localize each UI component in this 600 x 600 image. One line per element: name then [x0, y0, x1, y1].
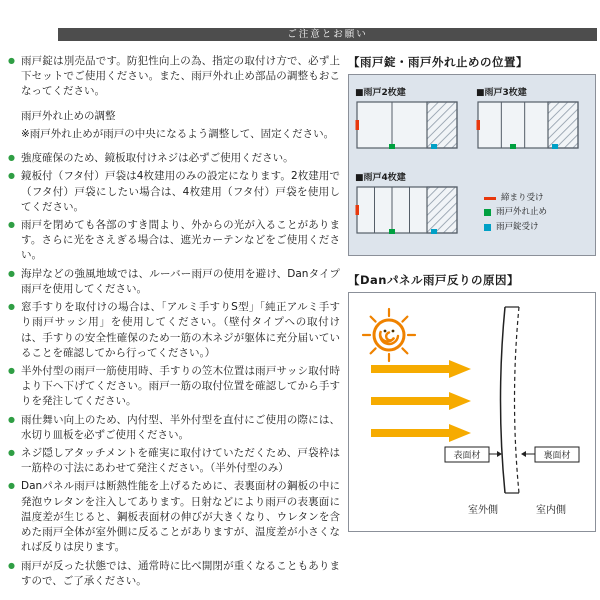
note-item [8, 267, 340, 297]
back-material-label: 裏面材 [543, 451, 571, 461]
legend-label: 締まり受け [501, 192, 544, 203]
note-item [8, 446, 340, 476]
lock-receiver-marker [431, 229, 437, 234]
stopper-marker [510, 144, 516, 149]
note-text: 雨戸を閉めても各部のすき間より、外からの光が入ることがあります。さらに光をさえぎる場合は、遮光カーテンなどをご使用ください。 [21, 218, 340, 262]
notice-header-title: ご注意とお願い [287, 29, 368, 40]
note-item [8, 364, 340, 410]
stopper-marker [389, 229, 395, 234]
legend-row [484, 194, 589, 203]
bullet-icon: ● [8, 219, 15, 229]
bullet-icon: ● [8, 268, 15, 278]
heat-arrow-icon [371, 392, 471, 410]
right-column [348, 50, 596, 532]
legend-label: 雨戸錠受け [496, 221, 539, 232]
note-item [8, 218, 340, 264]
lock-catch-marker [356, 205, 360, 215]
warp-panel-title: 【Danパネル雨戸反りの原因】 [348, 273, 519, 287]
position-panel-title: 【雨戸錠・雨戸外れ止めの位置】 [348, 55, 528, 69]
shutter-diagram-label: ■雨戸3枚建 [476, 88, 527, 98]
bullet-icon: ● [8, 481, 15, 491]
diagram-legend [476, 170, 589, 241]
page-content [8, 50, 596, 600]
outdoor-side-label: 室外側 [468, 505, 498, 516]
position-diagram-box [348, 74, 596, 256]
note-text: 窓手すりを取付けの場合は、「アルミ手すりS型」「純正アルミ手すり雨戸サッシ用」を使用してください。（壁付タイプへの取付けは、手すりの安全性確保のため一筋の木ネジが躯体に充分届いていることを確認してから行ってください。） [21, 301, 340, 359]
heat-arrow-icon [371, 360, 471, 378]
note-text: 半外付型の雨戸一筋使用時、手すりの笠木位置は雨戸サッシ取付時より下へ下げてください。雨戸一筋の取付位置を確認してから手すりを発注してください。 [21, 364, 340, 408]
shutter-diagram-svg [476, 100, 582, 152]
note-item [8, 300, 340, 361]
warp-diagram-box [348, 292, 596, 532]
notes-list [8, 54, 340, 592]
shutter-pocket [427, 187, 457, 233]
note-item [8, 54, 340, 100]
legend-row [484, 223, 589, 232]
note-text: 強度確保のため、鏡板取付けネジは必ずご使用ください。 [21, 152, 294, 165]
sun-icon [363, 309, 415, 361]
shutter-diagram-svg [355, 185, 461, 237]
note-item [8, 479, 340, 555]
notice-header-bar [58, 28, 597, 41]
note-text: 雨戸外れ止めの調整 [21, 109, 116, 122]
note-text: 雨戸が反った状態では、通常時に比べ開閉が重くなることもありますので、ご了承ください。 [21, 559, 340, 587]
lock-catch-marker [477, 120, 481, 130]
note-text: Danパネル雨戸は断熱性能を上げるために、表裏面材の鋼板の中に発泡ウレタンを注入してあります。日射などにより雨戸の表裏面に温度差が生じると、鋼板表面材の伸びが大きくなり、ウレタンを含めた雨戸全体が室外側に反ることがありますが、温度差が小さくなれば反りは戻ります。 [21, 480, 340, 554]
lock-receiver-marker [431, 144, 437, 149]
bullet-icon: ● [8, 153, 15, 163]
legend-row [484, 208, 589, 217]
legend-label: 雨戸外れ止め [496, 207, 548, 218]
shutter-diagram-label: ■雨戸4枚建 [355, 173, 406, 183]
note-item [8, 109, 340, 124]
stopper-marker [389, 144, 395, 149]
legend-swatch-icon [484, 197, 496, 200]
bullet-icon: ● [8, 56, 15, 65]
lock-receiver-marker [552, 144, 558, 149]
note-text: ネジ隠しアタッチメントを確実に取付けていただくため、戸袋枠は一筋枠の寸法にあわせて発注ください。（半外付型のみ） [21, 447, 340, 475]
heat-arrow-icon [371, 424, 471, 442]
note-item [8, 127, 340, 142]
shutter-diagram-label: ■雨戸2枚建 [355, 88, 406, 98]
bullet-icon: ● [8, 365, 15, 375]
note-text: 海岸などの強風地域では、ルーバー雨戸の使用を避け、Danタイプ雨戸を使用してください。 [21, 267, 340, 295]
bullet-icon: ● [8, 302, 15, 312]
bullet-icon: ● [8, 171, 15, 181]
note-text: ※雨戸外れ止めが雨戸の中央になるよう調整して、固定ください。 [21, 127, 335, 140]
shutter-pocket [548, 102, 578, 148]
legend-swatch-icon [484, 224, 491, 231]
shutter-diagram [476, 85, 589, 156]
shutter-diagram [355, 85, 468, 156]
note-text: 雨仕舞い向上のため、内付型、半外付型を直付にご使用の際には、水切り皿板を必ずご使用ください。 [21, 413, 340, 441]
note-text: 鏡板付（フタ付）戸袋は4枚建用のみの設定になります。2枚建用で（フタ付）戸袋にしたい場合は、4枚建用（フタ付）戸袋を使用してください。 [21, 170, 340, 213]
bullet-icon: ● [8, 560, 15, 570]
bullet-icon: ● [8, 414, 15, 424]
note-text: 雨戸錠は別売品です。防犯性向上の為、指定の取付け方で、必ず上下セットでご使用ください。また、雨戸外れ止め部品の調整もおこなってください。 [21, 55, 340, 98]
front-material-label: 表面材 [453, 451, 481, 461]
position-diagram-grid [355, 85, 589, 241]
lock-catch-marker [356, 120, 360, 130]
indoor-side-label: 室内側 [536, 505, 566, 516]
shutter-diagram [355, 170, 468, 241]
note-item [8, 559, 340, 589]
bullet-icon: ● [8, 448, 15, 458]
note-item [8, 151, 340, 166]
note-item [8, 169, 340, 215]
shutter-diagram-svg [355, 100, 461, 152]
shutter-pocket [427, 102, 457, 148]
legend-swatch-icon [484, 209, 491, 216]
note-item [8, 413, 340, 443]
warp-diagram-svg [353, 297, 589, 525]
